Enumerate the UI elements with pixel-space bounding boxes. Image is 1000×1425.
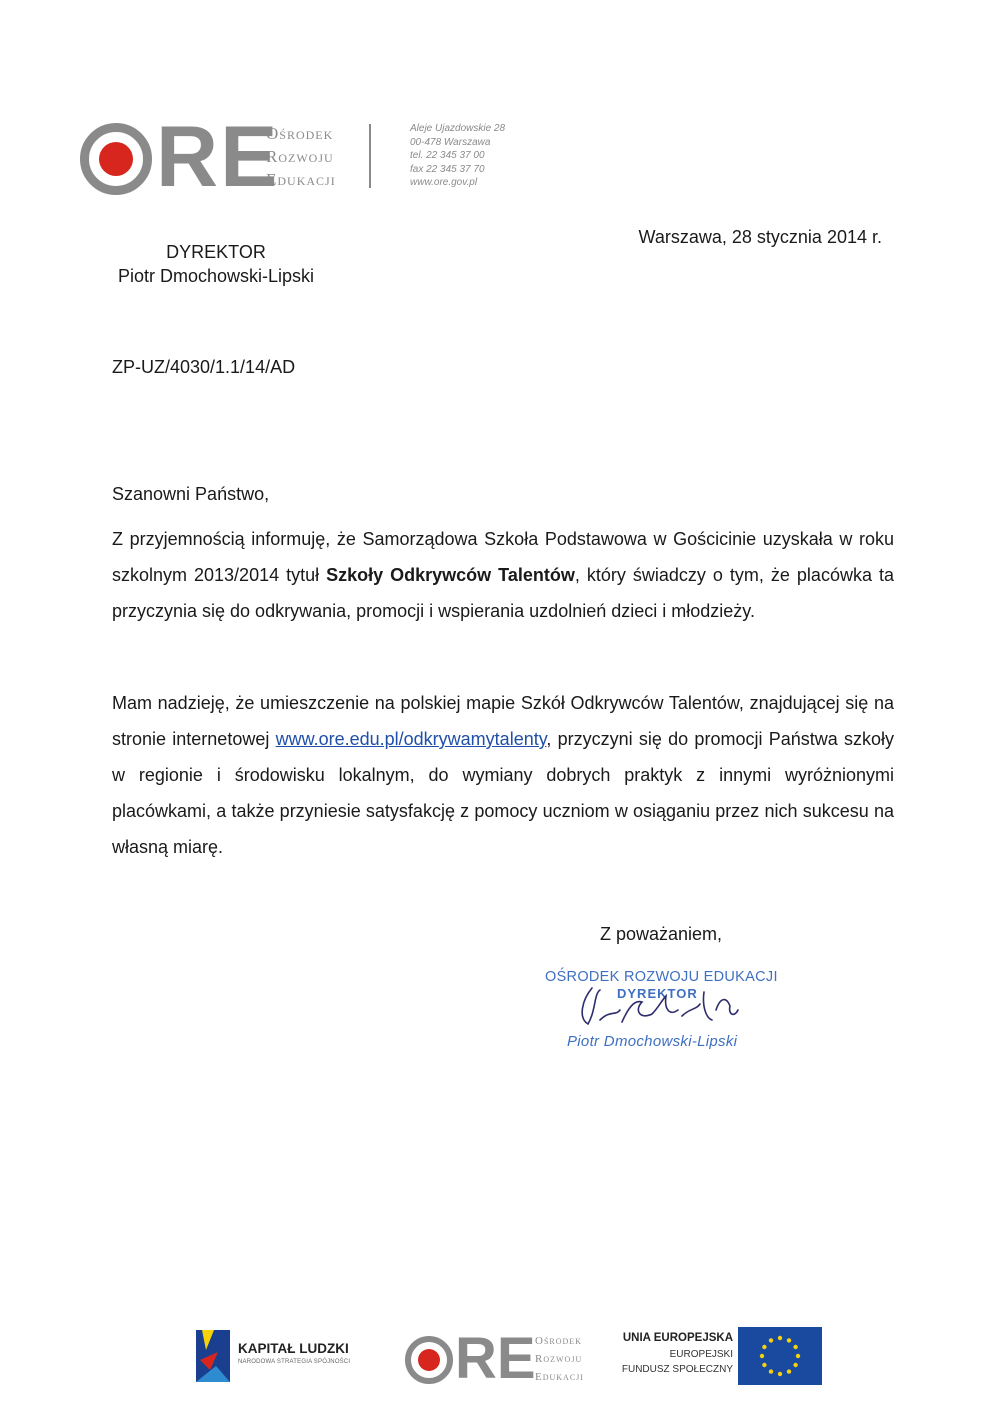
sender-name: Piotr Dmochowski-Lipski (117, 266, 315, 286)
eu-star (769, 1338, 773, 1342)
paragraph-1-text-b: , który świadczy o tym, że placówka ta przyczynia się do odkrywania, promocji i wspierania uzdolnień dzieci i młodzieży. (112, 565, 894, 621)
stamp-line-title: DYREKTOR (617, 986, 698, 1001)
eu-star (793, 1363, 797, 1367)
closing: Z poważaniem, (600, 924, 723, 944)
eu-line-1: UNIA EUROPEJSKA (622, 1332, 733, 1344)
logo-word-1: Ośrodek (266, 124, 334, 143)
logo-re-text: RE (156, 109, 280, 205)
talents-map-link[interactable]: www.ore.edu.pl/odkrywamytalenty (275, 729, 547, 749)
ore-footer-re-text: RE (455, 1326, 536, 1391)
salutation: Szanowni Państwo, (112, 484, 270, 504)
kapital-ludzki-subtitle: NARODOWA STRATEGIA SPÓJNOŚCI (238, 1359, 351, 1365)
ore-footer-dot-icon (418, 1349, 440, 1371)
reference-number: ZP-UZ/4030/1.1/14/AD (112, 357, 296, 377)
eu-star (762, 1345, 766, 1349)
paragraph-2-text-a: Mam nadzieję, że umieszczenie na polskiej mapie Szkół Odkrywców Talentów, znajdującej się na stronie internetowej (112, 693, 894, 749)
header-address (410, 122, 505, 190)
eu-star (769, 1369, 773, 1373)
address-line: tel. 22 345 37 00 (410, 150, 485, 161)
sender-title: DYREKTOR (166, 242, 266, 262)
stamp-line-name: Piotr Dmochowski-Lipski (567, 1033, 738, 1050)
paragraph-2 (112, 685, 894, 865)
address-line: 00-478 Warszawa (410, 136, 491, 148)
kapital-ludzki-logo-icon (196, 1330, 230, 1382)
eu-flag-icon (738, 1327, 822, 1385)
award-title: Szkoły Odkrywców Talentów (326, 565, 575, 585)
place-date: Warszawa, 28 stycznia 2014 r. (638, 227, 882, 247)
eu-star (796, 1354, 800, 1358)
kapital-ludzki-text (238, 1340, 350, 1367)
eu-line-3: FUNDUSZ SPOŁECZNY (621, 1364, 733, 1375)
eu-star (787, 1338, 791, 1342)
eu-star (762, 1363, 766, 1367)
logo-word-2: Rozwoju (266, 147, 334, 166)
address-line: Aleje Ujazdowskie 28 (410, 123, 506, 134)
logo-word-3: Edukacji (266, 170, 336, 189)
eu-star (778, 1336, 782, 1340)
ore-footer-word-1: Ośrodek (535, 1335, 582, 1347)
signature-icon (570, 980, 750, 1030)
eu-star (793, 1345, 797, 1349)
eu-text (595, 1330, 733, 1377)
paragraph-1-text-a: Z przyjemnością informuję, że Samorządowa Szkoła Podstawowa w Gościcinie uzyskała w roku szkolnym 2013/2014 tytuł (112, 529, 894, 585)
ore-footer-words (535, 1332, 584, 1386)
stamp-line-institution: OŚRODEK ROZWOJU EDUKACJI (545, 969, 778, 985)
header-divider (369, 124, 371, 188)
eu-star (778, 1372, 782, 1376)
eu-star (760, 1354, 764, 1358)
ore-footer-word-2: Rozwoju (535, 1353, 583, 1365)
paragraph-1 (112, 521, 894, 629)
eu-star (787, 1369, 791, 1373)
paragraph-2-text-b: , przyczyni się do promocji Państwa szkoły w regionie i środowisku lokalnym, do wymiany dobrych praktyk z innymi wyróżnionymi placówkami, a także przyniesie satysfakcję z pomocy uczniom w osiąganiu przez nich sukcesu na własną miarę. (112, 729, 894, 857)
kapital-ludzki-title: KAPITAŁ LUDZKI (238, 1341, 349, 1356)
logo-words (266, 122, 336, 191)
ore-footer-word-3: Edukacji (535, 1371, 584, 1383)
eu-line-2: EUROPEJSKI (669, 1349, 733, 1360)
address-line: fax 22 345 37 70 (410, 163, 485, 175)
address-line: www.ore.gov.pl (410, 177, 478, 188)
